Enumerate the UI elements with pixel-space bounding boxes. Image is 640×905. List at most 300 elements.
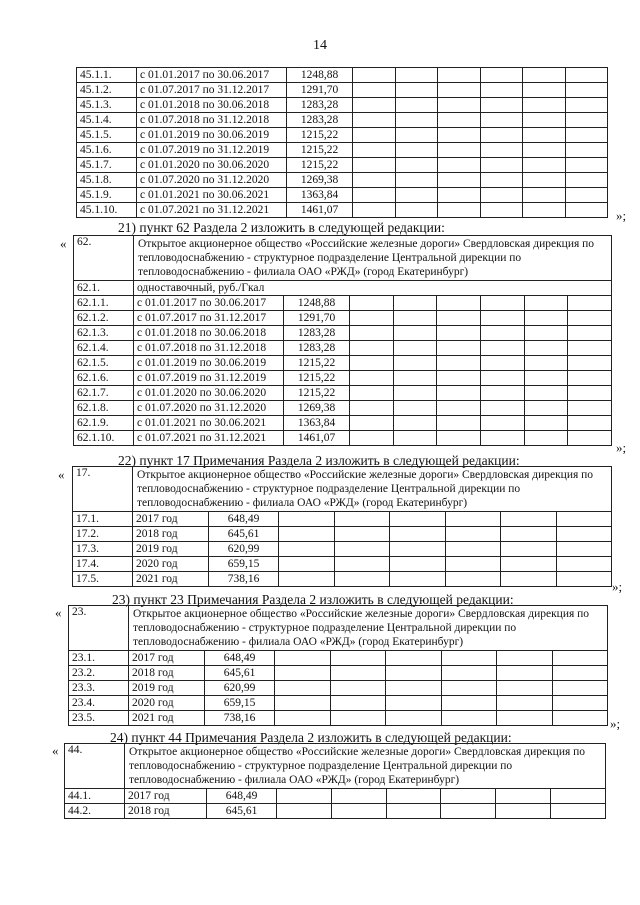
- value-cell: 648,49: [207, 789, 277, 804]
- empty-cell: [556, 557, 612, 572]
- empty-cell: [480, 203, 523, 218]
- empty-cell: [330, 666, 386, 681]
- empty-cell: [393, 401, 437, 416]
- empty-cell: [480, 143, 523, 158]
- empty-cell: [386, 696, 442, 711]
- empty-cell: [497, 696, 553, 711]
- empty-cell: [279, 572, 335, 587]
- empty-cell: [496, 804, 551, 819]
- empty-cell: [480, 68, 523, 83]
- empty-cell: [395, 203, 438, 218]
- table-row: [74, 296, 612, 311]
- heading-62: 21) пункт 62 Раздела 2 изложить в следующей редакции:: [118, 220, 445, 235]
- empty-cell: [353, 83, 396, 98]
- period-cell: с 01.07.2017 по 31.12.2017: [134, 311, 284, 326]
- closing-quote: »;: [616, 208, 627, 223]
- value-cell: 1363,84: [287, 188, 353, 203]
- period-cell: 2021 год: [129, 711, 205, 726]
- empty-cell: [350, 401, 394, 416]
- empty-cell: [501, 572, 557, 587]
- period-cell: 2017 год: [129, 651, 205, 666]
- empty-cell: [480, 356, 524, 371]
- value-cell: 620,99: [205, 681, 275, 696]
- empty-cell: [437, 416, 481, 431]
- empty-cell: [501, 557, 557, 572]
- row-num: 44.2.: [65, 804, 125, 819]
- empty-cell: [552, 681, 608, 696]
- value-cell: 659,15: [209, 557, 279, 572]
- empty-cell: [552, 696, 608, 711]
- period-cell: с 01.07.2021 по 31.12.2021: [137, 203, 287, 218]
- row-num: 45.1.1.: [77, 68, 137, 83]
- empty-cell: [565, 173, 608, 188]
- empty-cell: [556, 572, 612, 587]
- period-cell: 2020 год: [133, 557, 209, 572]
- empty-cell: [353, 68, 396, 83]
- empty-cell: [568, 326, 612, 341]
- value-cell: 1269,38: [287, 173, 353, 188]
- empty-cell: [565, 188, 608, 203]
- empty-cell: [334, 572, 390, 587]
- empty-cell: [386, 666, 442, 681]
- period-cell: с 01.07.2020 по 31.12.2020: [137, 173, 287, 188]
- empty-cell: [568, 416, 612, 431]
- empty-cell: [441, 681, 497, 696]
- empty-cell: [501, 512, 557, 527]
- empty-cell: [524, 326, 568, 341]
- table-row: [73, 557, 612, 572]
- unit-label: одноставочный, руб./Гкал: [134, 281, 612, 296]
- empty-cell: [568, 341, 612, 356]
- empty-cell: [386, 789, 441, 804]
- empty-cell: [496, 789, 551, 804]
- row-num: 23.5.: [69, 711, 129, 726]
- empty-cell: [441, 711, 497, 726]
- empty-cell: [386, 651, 442, 666]
- row-num: 45.1.7.: [77, 158, 137, 173]
- empty-cell: [438, 188, 481, 203]
- table-row: [74, 386, 612, 401]
- table-row: [77, 128, 608, 143]
- period-cell: с 01.07.2018 по 31.12.2018: [137, 113, 287, 128]
- row-num: 62.1.7.: [74, 386, 134, 401]
- empty-cell: [480, 416, 524, 431]
- empty-cell: [556, 542, 612, 557]
- empty-cell: [353, 143, 396, 158]
- period-cell: 2019 год: [129, 681, 205, 696]
- table-row: [74, 311, 612, 326]
- empty-cell: [437, 326, 481, 341]
- empty-cell: [568, 401, 612, 416]
- period-cell: с 01.07.2019 по 31.12.2019: [134, 371, 284, 386]
- value-cell: 1283,28: [284, 326, 350, 341]
- empty-cell: [524, 371, 568, 386]
- empty-cell: [497, 651, 553, 666]
- empty-cell: [438, 143, 481, 158]
- empty-cell: [395, 113, 438, 128]
- period-cell: с 01.01.2019 по 30.06.2019: [134, 356, 284, 371]
- table-row: [69, 711, 608, 726]
- empty-cell: [350, 386, 394, 401]
- empty-cell: [480, 311, 524, 326]
- value-cell: 645,61: [209, 527, 279, 542]
- empty-cell: [331, 804, 386, 819]
- empty-cell: [350, 371, 394, 386]
- empty-cell: [279, 512, 335, 527]
- empty-cell: [334, 557, 390, 572]
- empty-cell: [441, 696, 497, 711]
- period-cell: 2017 год: [133, 512, 209, 527]
- empty-cell: [350, 416, 394, 431]
- empty-cell: [390, 512, 446, 527]
- empty-cell: [480, 341, 524, 356]
- empty-cell: [275, 651, 331, 666]
- table-row: [74, 416, 612, 431]
- opening-quote: «: [58, 467, 65, 482]
- table-row: [74, 371, 612, 386]
- value-cell: 1215,22: [284, 371, 350, 386]
- empty-cell: [334, 527, 390, 542]
- empty-cell: [501, 542, 557, 557]
- empty-cell: [551, 789, 606, 804]
- table-row: [77, 143, 608, 158]
- table-row: [73, 512, 612, 527]
- empty-cell: [568, 311, 612, 326]
- empty-cell: [480, 296, 524, 311]
- value-cell: 645,61: [205, 666, 275, 681]
- empty-cell: [393, 386, 437, 401]
- row-num: 17.5.: [73, 572, 133, 587]
- opening-quote: «: [52, 743, 59, 758]
- empty-cell: [437, 371, 481, 386]
- row-num: 45.1.2.: [77, 83, 137, 98]
- period-cell: 2018 год: [133, 527, 209, 542]
- empty-cell: [523, 113, 566, 128]
- empty-cell: [445, 512, 501, 527]
- period-cell: с 01.07.2019 по 31.12.2019: [137, 143, 287, 158]
- empty-cell: [445, 527, 501, 542]
- empty-cell: [437, 386, 481, 401]
- closing-quote: »;: [612, 579, 623, 594]
- empty-cell: [395, 173, 438, 188]
- org-description: Открытое акционерное общество «Российские железные дороги» Свердловская дирекция по тепловодоснабжению - структурное подразделение Центральной дирекции по тепловодоснабжению - филиала ОАО «РЖД» (город Екатеринбург): [133, 467, 612, 512]
- value-cell: 1248,88: [287, 68, 353, 83]
- row-num: 45.1.5.: [77, 128, 137, 143]
- row-num: 23.2.: [69, 666, 129, 681]
- value-cell: 659,15: [205, 696, 275, 711]
- empty-cell: [353, 188, 396, 203]
- empty-cell: [524, 386, 568, 401]
- empty-cell: [275, 696, 331, 711]
- value-cell: 1283,28: [287, 113, 353, 128]
- period-cell: с 01.01.2019 по 30.06.2019: [137, 128, 287, 143]
- period-cell: 2020 год: [129, 696, 205, 711]
- period-cell: с 01.01.2017 по 30.06.2017: [134, 296, 284, 311]
- row-num: 62.1.10.: [74, 431, 134, 446]
- empty-cell: [353, 173, 396, 188]
- empty-cell: [441, 804, 496, 819]
- table-row: [65, 804, 606, 819]
- empty-cell: [565, 203, 608, 218]
- row-num: 45.1.8.: [77, 173, 137, 188]
- empty-cell: [350, 311, 394, 326]
- value-cell: 1215,22: [284, 386, 350, 401]
- empty-cell: [565, 98, 608, 113]
- empty-cell: [565, 158, 608, 173]
- empty-cell: [565, 128, 608, 143]
- empty-cell: [437, 296, 481, 311]
- empty-cell: [523, 143, 566, 158]
- empty-cell: [395, 83, 438, 98]
- period-cell: с 01.01.2018 по 30.06.2018: [134, 326, 284, 341]
- empty-cell: [330, 651, 386, 666]
- empty-cell: [497, 711, 553, 726]
- value-cell: 1215,22: [287, 143, 353, 158]
- value-cell: 1461,07: [284, 431, 350, 446]
- row-num: 62.1.6.: [74, 371, 134, 386]
- page-number: 14: [313, 38, 327, 53]
- opening-quote: «: [60, 236, 67, 251]
- empty-cell: [330, 696, 386, 711]
- empty-cell: [438, 98, 481, 113]
- empty-cell: [393, 356, 437, 371]
- empty-cell: [568, 296, 612, 311]
- value-cell: 1248,88: [284, 296, 350, 311]
- empty-cell: [523, 83, 566, 98]
- table-23: [68, 605, 608, 726]
- value-cell: 1283,28: [284, 341, 350, 356]
- closing-quote: »;: [616, 440, 627, 455]
- empty-cell: [568, 356, 612, 371]
- empty-cell: [275, 711, 331, 726]
- empty-cell: [393, 341, 437, 356]
- empty-cell: [523, 128, 566, 143]
- opening-quote: «: [55, 605, 62, 620]
- row-num: 45.1.4.: [77, 113, 137, 128]
- empty-cell: [441, 651, 497, 666]
- row-num: 17.4.: [73, 557, 133, 572]
- row-num: 62.1.3.: [74, 326, 134, 341]
- empty-cell: [277, 804, 332, 819]
- empty-cell: [350, 341, 394, 356]
- empty-cell: [480, 128, 523, 143]
- empty-cell: [568, 371, 612, 386]
- empty-cell: [438, 203, 481, 218]
- empty-cell: [552, 651, 608, 666]
- empty-cell: [395, 158, 438, 173]
- table-row: [77, 188, 608, 203]
- empty-cell: [565, 113, 608, 128]
- empty-cell: [386, 804, 441, 819]
- empty-cell: [390, 572, 446, 587]
- empty-cell: [445, 557, 501, 572]
- empty-cell: [390, 542, 446, 557]
- empty-cell: [350, 326, 394, 341]
- empty-cell: [350, 431, 394, 446]
- table-row: [65, 789, 606, 804]
- empty-cell: [437, 311, 481, 326]
- value-cell: 1215,22: [287, 158, 353, 173]
- row-num: 17.: [73, 467, 133, 512]
- empty-cell: [395, 188, 438, 203]
- empty-cell: [275, 666, 331, 681]
- value-cell: 738,16: [209, 572, 279, 587]
- empty-cell: [395, 98, 438, 113]
- row-num: 62.1.1.: [74, 296, 134, 311]
- empty-cell: [393, 431, 437, 446]
- empty-cell: [390, 557, 446, 572]
- empty-cell: [445, 572, 501, 587]
- period-cell: 2017 год: [125, 789, 207, 804]
- empty-cell: [275, 681, 331, 696]
- empty-cell: [501, 527, 557, 542]
- heading-44: 24) пункт 44 Примечания Раздела 2 изложить в следующей редакции:: [110, 730, 512, 745]
- table-row: [77, 203, 608, 218]
- row-num: 44.1.: [65, 789, 125, 804]
- empty-cell: [393, 296, 437, 311]
- empty-cell: [353, 128, 396, 143]
- empty-cell: [353, 98, 396, 113]
- empty-cell: [568, 431, 612, 446]
- period-cell: с 01.01.2021 по 30.06.2021: [137, 188, 287, 203]
- empty-cell: [437, 341, 481, 356]
- org-description: Открытое акционерное общество «Российские железные дороги» Свердловская дирекция по тепловодоснабжению - структурное подразделение Центральной дирекции по тепловодоснабжению - филиала ОАО «РЖД» (город Екатеринбург): [125, 744, 606, 789]
- period-cell: с 01.01.2021 по 30.06.2021: [134, 416, 284, 431]
- empty-cell: [497, 681, 553, 696]
- row-num: 62.1.5.: [74, 356, 134, 371]
- empty-cell: [438, 128, 481, 143]
- empty-cell: [390, 527, 446, 542]
- empty-cell: [353, 113, 396, 128]
- value-cell: 1215,22: [284, 356, 350, 371]
- empty-cell: [438, 83, 481, 98]
- empty-cell: [480, 371, 524, 386]
- row-num: 23.3.: [69, 681, 129, 696]
- empty-cell: [480, 326, 524, 341]
- period-cell: 2018 год: [125, 804, 207, 819]
- table-17: [72, 466, 612, 587]
- empty-cell: [523, 98, 566, 113]
- table-row: [77, 158, 608, 173]
- empty-cell: [279, 542, 335, 557]
- empty-cell: [524, 416, 568, 431]
- period-cell: с 01.07.2020 по 31.12.2020: [134, 401, 284, 416]
- row-num: 45.1.3.: [77, 98, 137, 113]
- empty-cell: [552, 711, 608, 726]
- empty-cell: [523, 68, 566, 83]
- empty-cell: [524, 341, 568, 356]
- row-num: 17.1.: [73, 512, 133, 527]
- empty-cell: [556, 527, 612, 542]
- empty-cell: [386, 711, 442, 726]
- period-cell: с 01.01.2017 по 30.06.2017: [137, 68, 287, 83]
- period-cell: с 01.07.2021 по 31.12.2021: [134, 431, 284, 446]
- empty-cell: [350, 296, 394, 311]
- value-cell: 1269,38: [284, 401, 350, 416]
- empty-cell: [523, 158, 566, 173]
- table-row: [77, 173, 608, 188]
- table-row: [74, 341, 612, 356]
- empty-cell: [480, 431, 524, 446]
- value-cell: 648,49: [209, 512, 279, 527]
- value-cell: 1291,70: [284, 311, 350, 326]
- row-num: 62.1.9.: [74, 416, 134, 431]
- empty-cell: [395, 128, 438, 143]
- row-num: 23.4.: [69, 696, 129, 711]
- empty-cell: [279, 527, 335, 542]
- table-row: [77, 113, 608, 128]
- empty-cell: [565, 143, 608, 158]
- heading-23: 23) пункт 23 Примечания Раздела 2 изложить в следующей редакции:: [112, 592, 514, 607]
- period-cell: с 01.07.2018 по 31.12.2018: [134, 341, 284, 356]
- period-cell: с 01.07.2017 по 31.12.2017: [137, 83, 287, 98]
- empty-cell: [279, 557, 335, 572]
- row-num: 17.3.: [73, 542, 133, 557]
- empty-cell: [438, 68, 481, 83]
- row-num: 45.1.10.: [77, 203, 137, 218]
- empty-cell: [437, 401, 481, 416]
- empty-cell: [353, 158, 396, 173]
- empty-cell: [524, 356, 568, 371]
- empty-cell: [480, 83, 523, 98]
- row-num: 62.1.8.: [74, 401, 134, 416]
- row-num: 62.1.4.: [74, 341, 134, 356]
- empty-cell: [551, 804, 606, 819]
- empty-cell: [445, 542, 501, 557]
- table-row: [77, 98, 608, 113]
- period-cell: 2018 год: [129, 666, 205, 681]
- value-cell: 1461,07: [287, 203, 353, 218]
- empty-cell: [393, 326, 437, 341]
- empty-cell: [568, 386, 612, 401]
- empty-cell: [386, 681, 442, 696]
- empty-cell: [437, 356, 481, 371]
- empty-cell: [480, 173, 523, 188]
- empty-cell: [480, 113, 523, 128]
- heading-17: 22) пункт 17 Примечания Раздела 2 изложить в следующей редакции:: [118, 453, 520, 468]
- period-cell: 2019 год: [133, 542, 209, 557]
- row-num: 45.1.9.: [77, 188, 137, 203]
- empty-cell: [277, 789, 332, 804]
- table-row: [74, 326, 612, 341]
- row-num: 17.2.: [73, 527, 133, 542]
- empty-cell: [523, 203, 566, 218]
- period-cell: с 01.01.2020 по 30.06.2020: [137, 158, 287, 173]
- empty-cell: [480, 158, 523, 173]
- empty-cell: [350, 356, 394, 371]
- empty-cell: [565, 68, 608, 83]
- empty-cell: [438, 173, 481, 188]
- value-cell: 1363,84: [284, 416, 350, 431]
- table-row: [77, 68, 608, 83]
- empty-cell: [480, 98, 523, 113]
- empty-cell: [523, 188, 566, 203]
- value-cell: 738,16: [205, 711, 275, 726]
- empty-cell: [438, 158, 481, 173]
- table-45: [76, 67, 608, 218]
- row-num: 45.1.6.: [77, 143, 137, 158]
- table-row: [69, 696, 608, 711]
- empty-cell: [353, 203, 396, 218]
- empty-cell: [330, 681, 386, 696]
- table-row: [73, 572, 612, 587]
- empty-cell: [441, 666, 497, 681]
- empty-cell: [395, 68, 438, 83]
- empty-cell: [565, 83, 608, 98]
- closing-quote: »;: [610, 716, 621, 731]
- table-row: [69, 651, 608, 666]
- row-num: 23.: [69, 606, 129, 651]
